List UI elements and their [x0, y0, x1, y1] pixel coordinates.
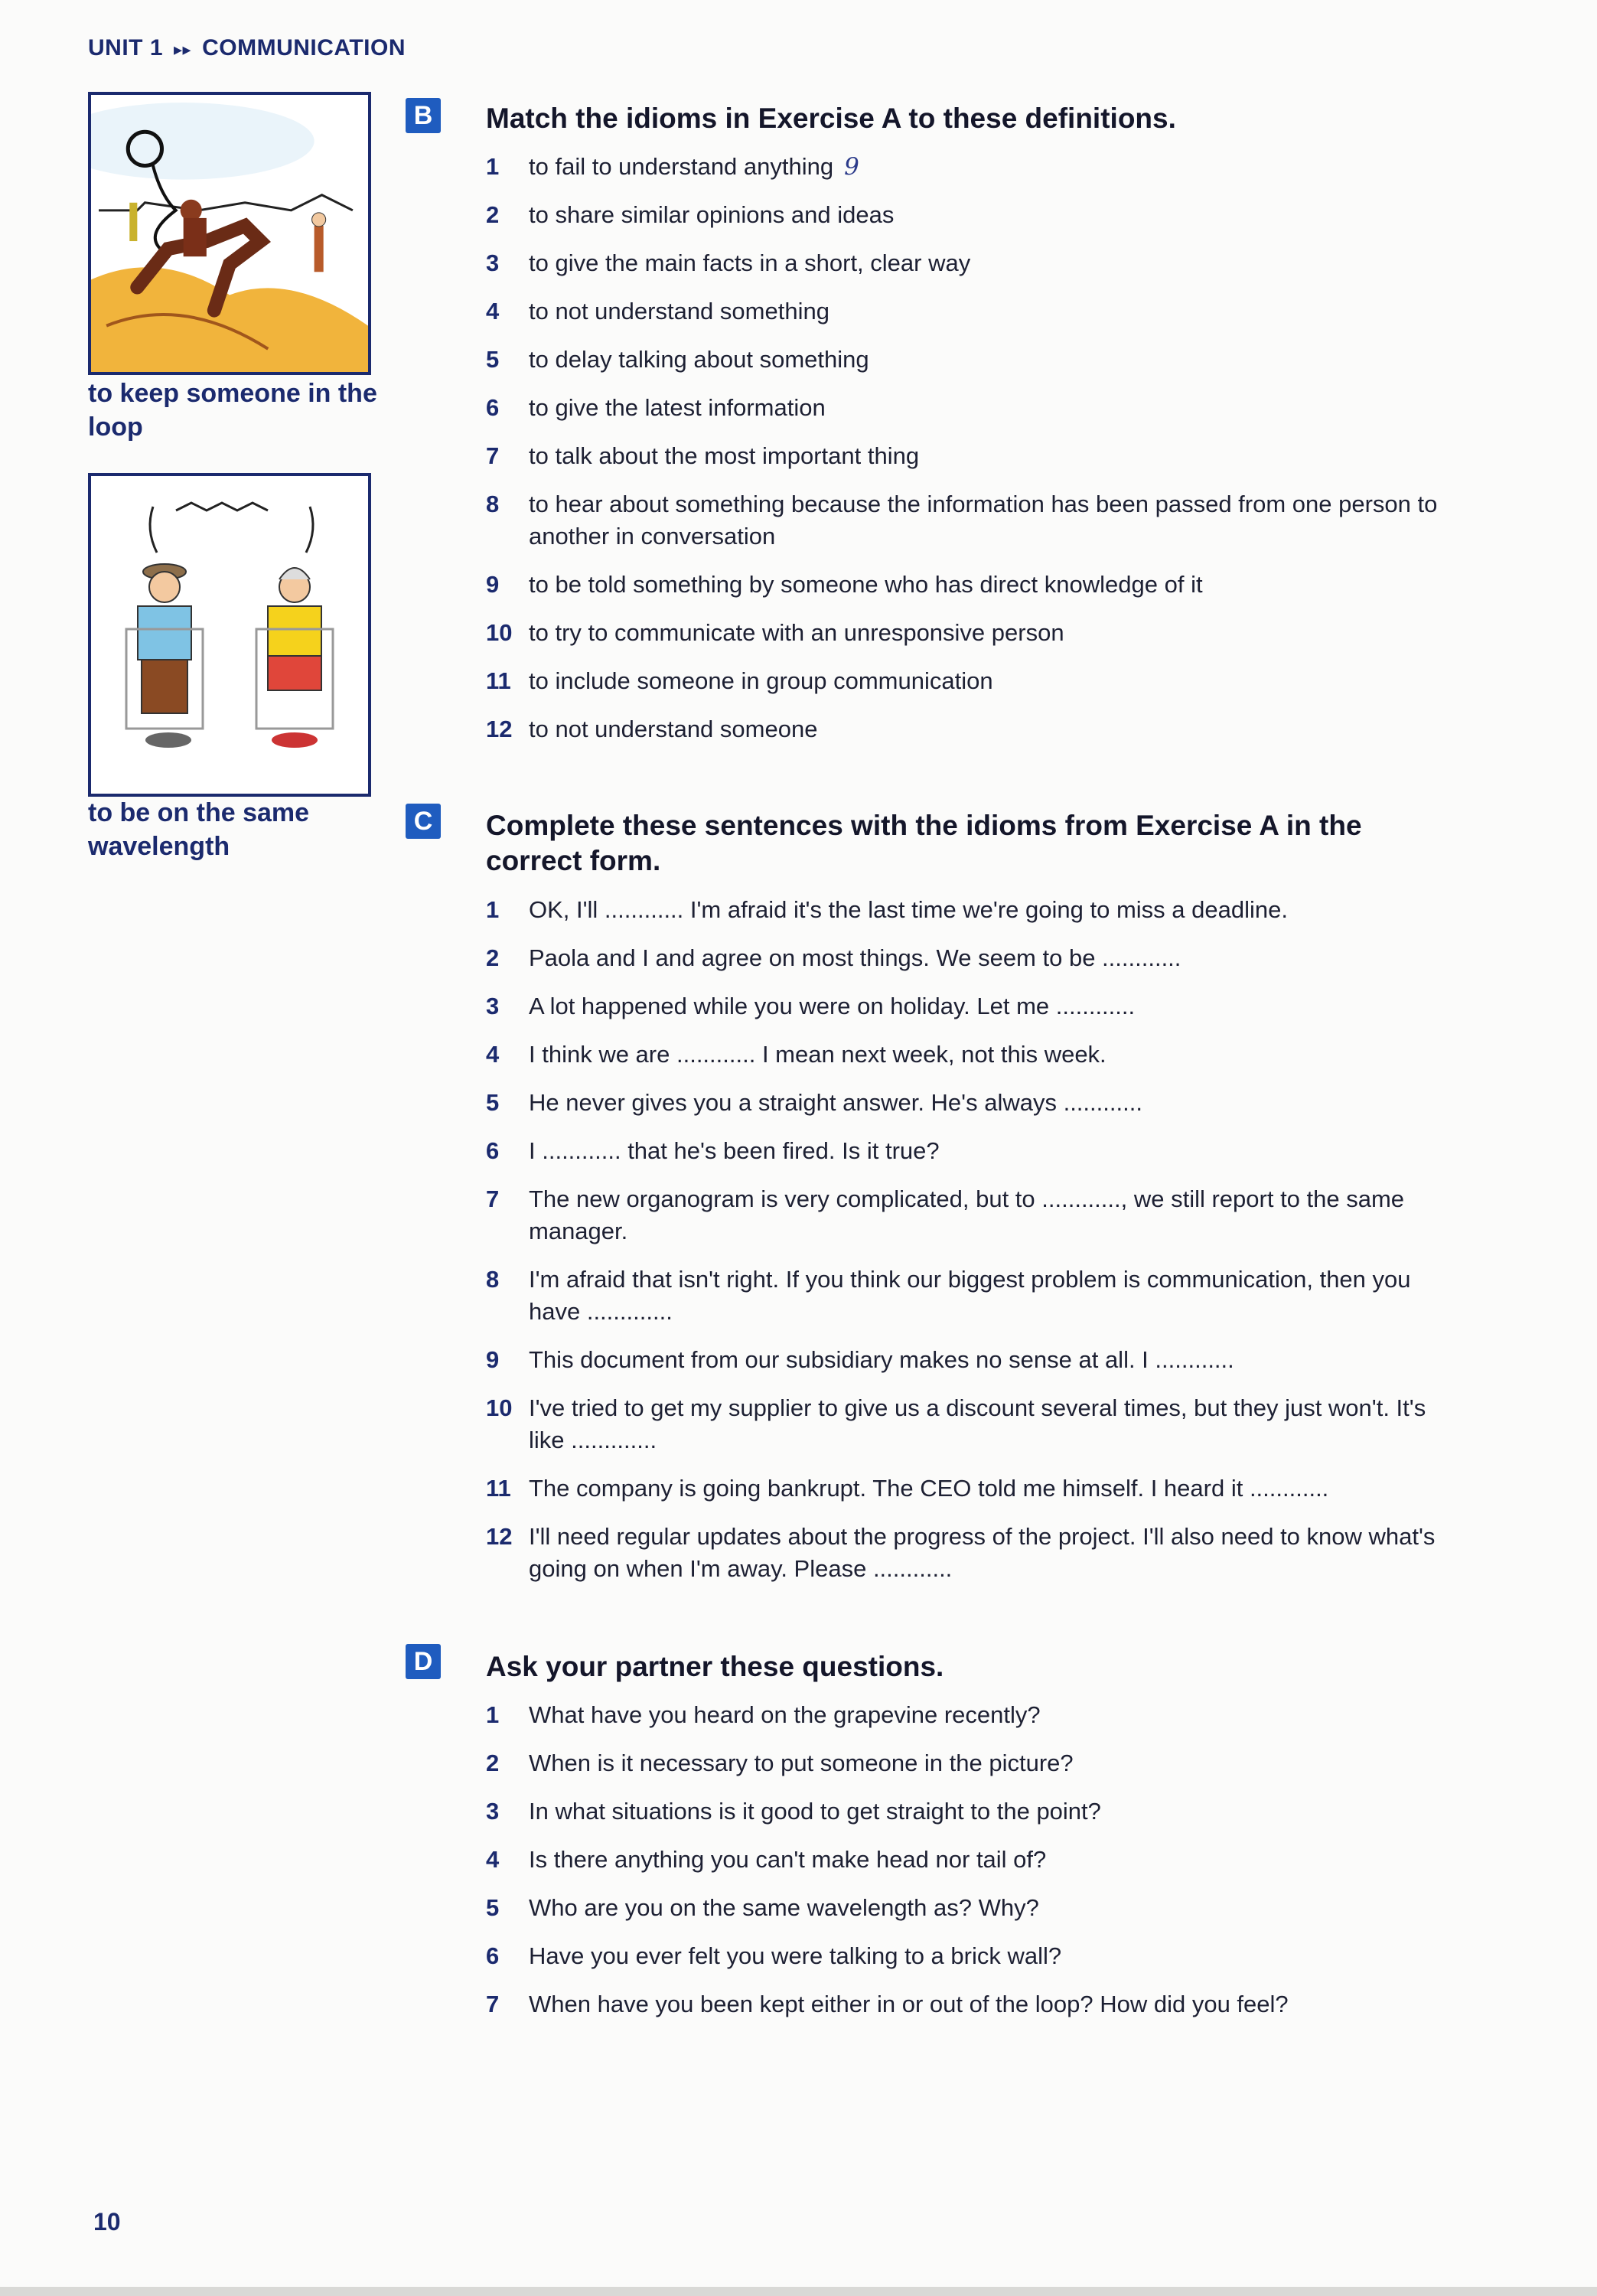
list-item	[486, 1940, 1450, 1972]
item-text	[529, 1699, 1450, 1731]
item-number: 1	[486, 1701, 500, 1728]
list-item	[486, 1392, 1450, 1456]
item-text-content: to talk about the most important thing	[529, 442, 920, 469]
item-text-content: The company is going bankrupt. The CEO told me himself. I heard it ............	[529, 1475, 1329, 1502]
item-text-content: I'll need regular updates about the progress of the project. I'll also need to know what's going on when I'm away. Please ............	[529, 1523, 1436, 1582]
item-text-content: Is there anything you can't make head nor tail of?	[529, 1846, 1047, 1873]
unit-label: UNIT 1	[88, 35, 164, 60]
item-number: 3	[486, 993, 500, 1019]
cowboy-lasso-illustration	[88, 92, 371, 375]
item-text-content: to fail to understand anything	[529, 153, 834, 180]
item-text-content: Have you ever felt you were talking to a brick wall?	[529, 1942, 1062, 1969]
item-text	[529, 1392, 1450, 1456]
list-item	[486, 990, 1450, 1022]
exercise-c-heading: Complete these sentences with the idioms from Exercise A in the correct form.	[486, 810, 1362, 876]
item-text-content: to give the latest information	[529, 394, 826, 421]
item-text-content: OK, I'll ............ I'm afraid it's the last time we're going to miss a deadline.	[529, 896, 1288, 923]
list-item	[486, 665, 1450, 697]
item-number: 11	[486, 667, 511, 694]
item-number: 4	[486, 1846, 500, 1873]
item-text	[529, 942, 1450, 974]
item-text-content: to give the main facts in a short, clear way	[529, 249, 971, 276]
item-number: 1	[486, 896, 500, 923]
item-text-content: He never gives you a straight answer. He's always ............	[529, 1089, 1142, 1116]
item-text	[529, 1747, 1450, 1779]
item-text-content: A lot happened while you were on holiday. Let me ............	[529, 993, 1136, 1019]
page-number: 10	[93, 2208, 121, 2236]
item-text	[529, 617, 1450, 649]
item-number: 5	[486, 1894, 500, 1921]
item-text	[529, 1473, 1450, 1505]
list-item	[486, 1521, 1450, 1585]
item-text-content: Paola and I and agree on most things. We seem to be ............	[529, 944, 1181, 971]
list-item	[486, 1699, 1450, 1731]
item-text	[529, 295, 1450, 328]
list-item	[486, 1892, 1450, 1924]
list-item	[486, 1344, 1450, 1376]
item-number: 2	[486, 201, 500, 228]
item-number: 5	[486, 346, 500, 373]
item-text	[529, 1039, 1450, 1071]
item-text-content: I've tried to get my supplier to give us a discount several times, but they just won't. It's like .............	[529, 1394, 1426, 1453]
item-text-content: When have you been kept either in or out of the loop? How did you feel?	[529, 1991, 1289, 2017]
item-text-content: to share similar opinions and ideas	[529, 201, 895, 228]
list-item	[486, 1183, 1450, 1247]
list-item	[486, 894, 1450, 926]
item-number: 9	[486, 571, 500, 598]
same-wavelength-illustration	[88, 473, 371, 797]
exercise-badge-b: B	[406, 98, 441, 133]
double-arrow-icon: ▸▸	[174, 40, 192, 59]
item-number: 6	[486, 1137, 500, 1164]
item-text	[529, 713, 1450, 745]
item-text	[529, 488, 1450, 553]
item-text	[529, 665, 1450, 697]
item-text	[529, 1892, 1450, 1924]
list-item	[486, 488, 1450, 553]
item-text	[529, 1264, 1450, 1328]
exercise-b-heading: Match the idioms in Exercise A to these definitions.	[486, 103, 1176, 134]
item-text	[529, 199, 1450, 231]
exercise-badge-d: D	[406, 1644, 441, 1679]
list-item	[486, 392, 1450, 424]
item-number: 2	[486, 944, 500, 971]
item-number: 11	[486, 1475, 511, 1502]
item-number: 8	[486, 1266, 500, 1293]
item-number: 12	[486, 716, 513, 742]
item-text-content: to include someone in group communication	[529, 667, 993, 694]
list-item	[486, 713, 1450, 745]
item-number: 7	[486, 442, 500, 469]
list-item	[486, 569, 1450, 601]
exercise-d-list	[486, 1699, 1450, 2037]
item-number: 7	[486, 1186, 500, 1212]
list-item	[486, 247, 1450, 279]
item-text-content: to delay talking about something	[529, 346, 869, 373]
list-item	[486, 1135, 1450, 1167]
item-text-content: When is it necessary to put someone in the picture?	[529, 1750, 1074, 1776]
item-text-content: The new organogram is very complicated, but to ............, we still report to the same manager.	[529, 1186, 1405, 1244]
list-item	[486, 344, 1450, 376]
item-text-content: I think we are ............ I mean next week, not this week.	[529, 1041, 1106, 1068]
list-item	[486, 440, 1450, 472]
item-number: 9	[486, 1346, 500, 1373]
item-text-content: I ............ that he's been fired. Is it true?	[529, 1137, 940, 1164]
item-number: 10	[486, 619, 513, 646]
list-item	[486, 1473, 1450, 1505]
running-header	[88, 35, 406, 61]
item-number: 12	[486, 1523, 513, 1550]
illustration-caption: to be on the same wavelength	[88, 798, 310, 861]
item-text	[529, 990, 1450, 1022]
list-item	[486, 1039, 1450, 1071]
list-item	[486, 1988, 1450, 2020]
item-text-content: Who are you on the same wavelength as? Why?	[529, 1894, 1039, 1921]
item-number: 4	[486, 1041, 500, 1068]
item-text-content: I'm afraid that isn't right. If you think our biggest problem is communication, then you have .............	[529, 1266, 1411, 1325]
item-text	[529, 1344, 1450, 1376]
exercise-c-list	[486, 894, 1450, 1601]
item-text	[529, 894, 1450, 926]
item-number: 4	[486, 298, 500, 325]
item-text-content: This document from our subsidiary makes no sense at all. I ............	[529, 1346, 1234, 1373]
item-text	[529, 1844, 1450, 1876]
item-number: 3	[486, 249, 500, 276]
item-number: 3	[486, 1798, 500, 1825]
item-number: 7	[486, 1991, 500, 2017]
illustration-caption: to keep someone in the loop	[88, 379, 377, 442]
page-edge	[0, 2287, 1597, 2296]
list-item	[486, 295, 1450, 328]
exercise-badge-c: C	[406, 804, 441, 839]
list-item	[486, 942, 1450, 974]
item-text-content: to not understand something	[529, 298, 829, 325]
item-text-content: to be told something by someone who has direct knowledge of it	[529, 571, 1203, 598]
item-text-content: to hear about something because the information has been passed from one person to another in conversation	[529, 491, 1438, 550]
item-number: 6	[486, 1942, 500, 1969]
item-number: 10	[486, 1394, 513, 1421]
item-text	[529, 1087, 1450, 1119]
list-item	[486, 1844, 1450, 1876]
list-item	[486, 1264, 1450, 1328]
exercise-d-heading: Ask your partner these questions.	[486, 1651, 944, 1682]
list-item	[486, 199, 1450, 231]
list-item	[486, 1747, 1450, 1779]
list-item	[486, 151, 1450, 183]
item-text	[529, 1183, 1450, 1247]
item-number: 6	[486, 394, 500, 421]
item-number: 5	[486, 1089, 500, 1116]
item-number: 2	[486, 1750, 500, 1776]
list-item	[486, 617, 1450, 649]
item-number: 8	[486, 491, 500, 517]
item-number: 1	[486, 153, 500, 180]
list-item	[486, 1087, 1450, 1119]
item-text	[529, 151, 1450, 183]
item-text	[529, 1988, 1450, 2020]
item-text	[529, 344, 1450, 376]
item-text	[529, 392, 1450, 424]
exercise-b-list	[486, 151, 1450, 762]
item-text	[529, 1135, 1450, 1167]
item-text-content: What have you heard on the grapevine recently?	[529, 1701, 1041, 1728]
handwritten-answer: 9	[844, 153, 859, 181]
item-text-content: to try to communicate with an unresponsive person	[529, 619, 1064, 646]
item-text	[529, 569, 1450, 601]
item-text-content: to not understand someone	[529, 716, 818, 742]
topic-label: COMMUNICATION	[202, 35, 406, 60]
item-text	[529, 1940, 1450, 1972]
item-text	[529, 440, 1450, 472]
item-text	[529, 247, 1450, 279]
item-text-content: In what situations is it good to get straight to the point?	[529, 1798, 1101, 1825]
list-item	[486, 1795, 1450, 1828]
item-text	[529, 1795, 1450, 1828]
item-text	[529, 1521, 1450, 1585]
